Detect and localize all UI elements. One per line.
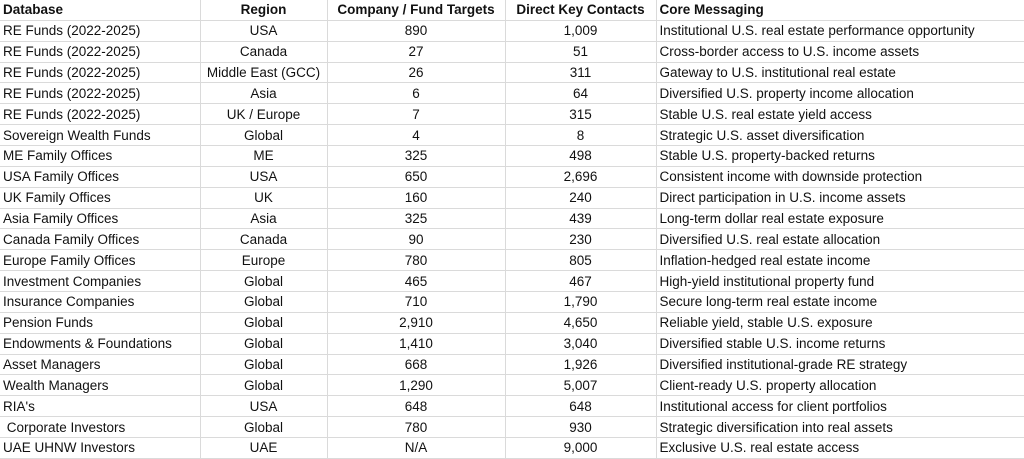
region-cell[interactable]: Canada (200, 229, 327, 250)
messaging-cell[interactable]: Direct participation in U.S. income assets (656, 187, 1024, 208)
contacts-cell[interactable]: 5,007 (505, 375, 656, 396)
header-row (0, 0, 1024, 20)
messaging-cell[interactable]: Reliable yield, stable U.S. exposure (656, 312, 1024, 333)
database-cell[interactable]: Asset Managers (0, 354, 200, 375)
table-row (0, 292, 1024, 313)
targets-cell[interactable]: 6 (327, 83, 505, 104)
contacts-cell[interactable]: 1,009 (505, 20, 656, 41)
targets-cell[interactable]: 648 (327, 396, 505, 417)
region-cell[interactable]: Global (200, 125, 327, 146)
database-cell[interactable]: RE Funds (2022-2025) (0, 41, 200, 62)
contacts-cell[interactable]: 930 (505, 417, 656, 438)
region-cell[interactable]: UAE (200, 438, 327, 459)
header-database[interactable]: Database (0, 0, 200, 20)
table-row (0, 375, 1024, 396)
region-cell[interactable]: Middle East (GCC) (200, 62, 327, 83)
table-row (0, 312, 1024, 333)
targets-cell[interactable]: 4 (327, 125, 505, 146)
contacts-cell[interactable]: 230 (505, 229, 656, 250)
region-cell[interactable]: Asia (200, 208, 327, 229)
table-row (0, 83, 1024, 104)
messaging-cell[interactable]: Diversified stable U.S. income returns (656, 333, 1024, 354)
region-cell[interactable]: Canada (200, 41, 327, 62)
database-cell[interactable]: RE Funds (2022-2025) (0, 62, 200, 83)
contacts-cell[interactable]: 8 (505, 125, 656, 146)
region-cell[interactable]: UK / Europe (200, 104, 327, 125)
table-row (0, 41, 1024, 62)
targets-cell[interactable]: 650 (327, 166, 505, 187)
contacts-cell[interactable]: 315 (505, 104, 656, 125)
contacts-cell[interactable]: 805 (505, 250, 656, 271)
messaging-cell[interactable]: Diversified U.S. real estate allocation (656, 229, 1024, 250)
messaging-cell[interactable]: Client-ready U.S. property allocation (656, 375, 1024, 396)
messaging-cell[interactable]: Inflation-hedged real estate income (656, 250, 1024, 271)
table-row (0, 229, 1024, 250)
contacts-cell[interactable]: 1,926 (505, 354, 656, 375)
targets-cell[interactable]: 7 (327, 104, 505, 125)
table-row (0, 417, 1024, 438)
region-cell[interactable]: Global (200, 417, 327, 438)
table-row (0, 396, 1024, 417)
table-row (0, 166, 1024, 187)
messaging-cell[interactable]: High-yield institutional property fund (656, 271, 1024, 292)
database-cell[interactable]: Endowments & Foundations (0, 333, 200, 354)
contacts-cell[interactable]: 240 (505, 187, 656, 208)
contacts-cell[interactable]: 4,650 (505, 312, 656, 333)
targets-cell[interactable]: 90 (327, 229, 505, 250)
header-company-fund-targets[interactable]: Company / Fund Targets (327, 0, 505, 20)
contacts-cell[interactable]: 9,000 (505, 438, 656, 459)
region-cell[interactable]: USA (200, 166, 327, 187)
header-direct-key-contacts[interactable]: Direct Key Contacts (505, 0, 656, 20)
table-row (0, 354, 1024, 375)
table-row (0, 271, 1024, 292)
database-cell[interactable]: Sovereign Wealth Funds (0, 125, 200, 146)
table-row (0, 187, 1024, 208)
database-cell[interactable]: RE Funds (2022-2025) (0, 83, 200, 104)
database-cell[interactable]: UAE UHNW Investors (0, 438, 200, 459)
table-row (0, 208, 1024, 229)
contacts-cell[interactable]: 648 (505, 396, 656, 417)
messaging-cell[interactable]: Diversified U.S. property income allocation (656, 83, 1024, 104)
targets-cell[interactable]: 465 (327, 271, 505, 292)
database-cell[interactable]: ME Family Offices (0, 146, 200, 167)
region-cell[interactable]: Global (200, 375, 327, 396)
database-cell[interactable]: Canada Family Offices (0, 229, 200, 250)
table-row (0, 125, 1024, 146)
contacts-cell[interactable]: 467 (505, 271, 656, 292)
messaging-cell[interactable]: Diversified institutional-grade RE strategy (656, 354, 1024, 375)
targets-cell[interactable]: 325 (327, 208, 505, 229)
table-row (0, 20, 1024, 41)
messaging-cell[interactable]: Secure long-term real estate income (656, 292, 1024, 313)
table-row (0, 438, 1024, 459)
messaging-cell[interactable]: Strategic diversification into real assets (656, 417, 1024, 438)
messaging-cell[interactable]: Gateway to U.S. institutional real estate (656, 62, 1024, 83)
table-row (0, 250, 1024, 271)
messaging-cell[interactable]: Long-term dollar real estate exposure (656, 208, 1024, 229)
table-row (0, 62, 1024, 83)
region-cell[interactable]: Global (200, 312, 327, 333)
contacts-cell[interactable]: 311 (505, 62, 656, 83)
region-cell[interactable]: Global (200, 292, 327, 313)
database-cell[interactable]: Insurance Companies (0, 292, 200, 313)
database-cell[interactable]: Asia Family Offices (0, 208, 200, 229)
database-cell[interactable]: Europe Family Offices (0, 250, 200, 271)
contacts-cell[interactable]: 439 (505, 208, 656, 229)
database-cell[interactable]: Pension Funds (0, 312, 200, 333)
region-cell[interactable]: Global (200, 333, 327, 354)
messaging-cell[interactable]: Stable U.S. real estate yield access (656, 104, 1024, 125)
targets-cell[interactable]: 710 (327, 292, 505, 313)
targets-cell[interactable]: 325 (327, 146, 505, 167)
table-row (0, 104, 1024, 125)
targets-cell[interactable]: 1,290 (327, 375, 505, 396)
header-core-messaging[interactable]: Core Messaging (656, 0, 1024, 20)
messaging-cell[interactable]: Consistent income with downside protection (656, 166, 1024, 187)
targets-cell[interactable]: 890 (327, 20, 505, 41)
messaging-cell[interactable]: Institutional U.S. real estate performance opportunity (656, 20, 1024, 41)
region-cell[interactable]: ME (200, 146, 327, 167)
targets-cell[interactable]: 780 (327, 417, 505, 438)
database-cell[interactable]: USA Family Offices (0, 166, 200, 187)
contacts-cell[interactable]: 2,696 (505, 166, 656, 187)
targets-cell[interactable]: 1,410 (327, 333, 505, 354)
database-cell[interactable]: Wealth Managers (0, 375, 200, 396)
contacts-cell[interactable]: 3,040 (505, 333, 656, 354)
targets-cell[interactable]: N/A (327, 438, 505, 459)
region-cell[interactable]: UK (200, 187, 327, 208)
targets-cell[interactable]: 780 (327, 250, 505, 271)
region-cell[interactable]: Asia (200, 83, 327, 104)
database-cell[interactable]: RIA's (0, 396, 200, 417)
targets-cell[interactable]: 27 (327, 41, 505, 62)
messaging-cell[interactable]: Cross-border access to U.S. income assets (656, 41, 1024, 62)
messaging-cell[interactable]: Stable U.S. property-backed returns (656, 146, 1024, 167)
targets-cell[interactable]: 668 (327, 354, 505, 375)
contacts-cell[interactable]: 498 (505, 146, 656, 167)
table-row (0, 146, 1024, 167)
contacts-cell[interactable]: 64 (505, 83, 656, 104)
targets-cell[interactable]: 2,910 (327, 312, 505, 333)
targets-cell[interactable]: 26 (327, 62, 505, 83)
region-cell[interactable]: USA (200, 396, 327, 417)
region-cell[interactable]: Europe (200, 250, 327, 271)
contacts-cell[interactable]: 51 (505, 41, 656, 62)
database-cell[interactable]: RE Funds (2022-2025) (0, 20, 200, 41)
database-cell[interactable]: RE Funds (2022-2025) (0, 104, 200, 125)
region-cell[interactable]: USA (200, 20, 327, 41)
targets-cell[interactable]: 160 (327, 187, 505, 208)
messaging-cell[interactable]: Institutional access for client portfolios (656, 396, 1024, 417)
region-cell[interactable]: Global (200, 354, 327, 375)
header-region[interactable]: Region (200, 0, 327, 20)
database-cell[interactable]: UK Family Offices (0, 187, 200, 208)
messaging-cell[interactable]: Exclusive U.S. real estate access (656, 438, 1024, 459)
database-cell[interactable]: Investment Companies (0, 271, 200, 292)
region-cell[interactable]: Global (200, 271, 327, 292)
table-row (0, 333, 1024, 354)
messaging-cell[interactable]: Strategic U.S. asset diversification (656, 125, 1024, 146)
contacts-cell[interactable]: 1,790 (505, 292, 656, 313)
database-cell[interactable]: Corporate Investors (0, 417, 200, 438)
